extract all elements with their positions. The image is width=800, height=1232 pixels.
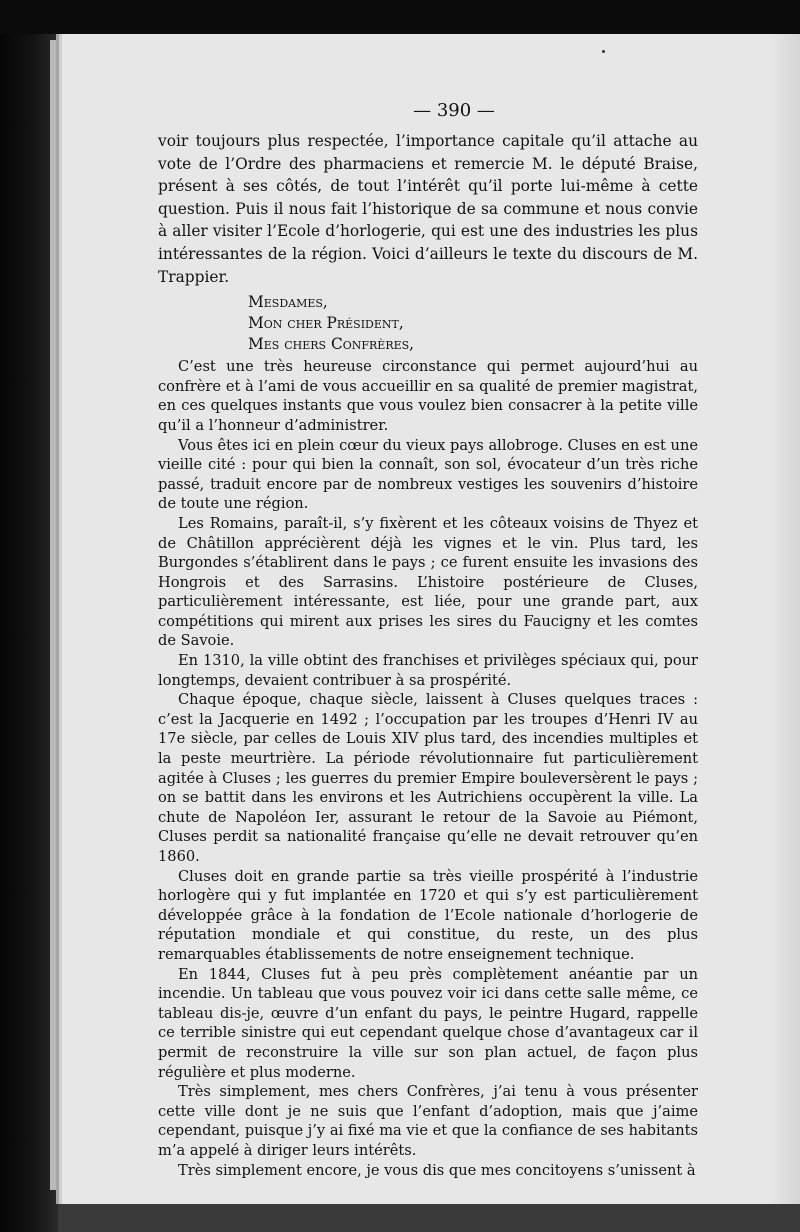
document-page [62, 34, 800, 1204]
page-number: — 390 — [413, 100, 495, 121]
intro-paragraph: voir toujours plus respectée, l’importance capitale qu’il attache au vote de l’Ordre des pharmaciens et remercie M. le député Braise, présent à ses côtés, de tout l’intérêt qu’il porte lui-même à cette question. Puis il nous fait l’historique de sa commune et nous convie à aller visiter l’Ecole d’horlogerie, qui est une des industries les plus intéressantes de la région. Voici d’ailleurs le texte du discours de M. Trappier. [158, 132, 698, 286]
speech-paragraph: Très simplement, mes chers Confrères, j’ai tenu à vous présenter cette ville dont je ne suis que l’enfant d’adoption, mais que j’aime cependant, puisque j’y ai fixé ma vie et que la confiance de ses habitants m’a appelé à diriger leurs intérêts. [158, 1083, 698, 1159]
salutation-line: Mon cher Président, [248, 314, 404, 333]
speech-paragraph: Chaque époque, chaque siècle, laissent à Cluses quelques traces : c’est la Jacquerie en 1492 ; l’occupation par les troupes d’Henri IV au 17e siècle, par celles de Louis XIV plus tard, des incendies multiples et la peste meurtrière. La période révolutionnaire fut particulièrement agitée à Cluses ; les guerres du premier Empire bouleversèrent le pays ; on se battit dans les environs et les Autrichiens occupèrent la ville. La chute de Napoléon Ier, assurant le retour de la Savoie au Piémont, Cluses perdit sa nationalité française qu’elle ne devait retrouver qu’en 1860. [158, 691, 698, 865]
speech-paragraph: En 1310, la ville obtint des franchises et privilèges spéciaux qui, pour longtemps, devaient contribuer à sa prospérité. [158, 652, 698, 689]
page-body [158, 130, 698, 1180]
speech-salutation [248, 292, 698, 355]
salutation-line: Mesdames, [248, 293, 328, 312]
salutation-line: Mes chers Confrères, [248, 335, 415, 354]
speech-paragraph: Vous êtes ici en plein cœur du vieux pays allobroge. Cluses en est une vieille cité : pour qui bien la connaît, son sol, évocateur d’un très riche passé, traduit encore par de nombreux vestiges les souvenirs d’histoire de toute une région. [158, 436, 698, 513]
speech-paragraph: C’est une très heureuse circonstance qui permet aujourd’hui au confrère et à l’ami de vous accueillir en sa qualité de premier magistrat, en ces quelques instants que vous voulez bien consacrer à la petite ville qu’il a l’honneur d’administrer. [158, 358, 698, 434]
speech-paragraph: En 1844, Cluses fut à peu près complètement anéantie par un incendie. Un tableau que vous pouvez voir ici dans cette salle même, ce tableau dis-je, œuvre d’un enfant du pays, le peintre Hugard, rappelle ce terrible sinistre qui eut cependant quelque chose d’avantageux car il permit de reconstruire la ville sur son plan actuel, de façon plus régulière et plus moderne. [158, 965, 698, 1081]
scan-background-top [0, 0, 800, 34]
speech-paragraph: Les Romains, paraît-il, s’y fixèrent et les côteaux voisins de Thyez et de Châtillon apprécièrent déjà les vignes et le vin. Plus tard, les Burgondes s’établirent dans le pays ; ce furent ensuite les invasions des Hongrois et des Sarrasins. L’histoire postérieure de Cluses, particulièrement intéressante, est liée, pour une grande part, aux compétitions qui mirent aux prises les sires du Faucigny et les comtes de Savoie. [158, 514, 698, 650]
speech-text [158, 357, 698, 1180]
speech-paragraph: Cluses doit en grande partie sa très vieille prospérité à l’industrie horlogère qui y fut implantée en 1720 et qui s’y est particulièrement développée grâce à la fondation de l’Ecole nationale d’horlogerie de réputation mondiale et qui constitue, du reste, un des plus remarquables établissements de notre enseignement technique. [158, 867, 698, 963]
scan-speck [602, 50, 605, 53]
speech-paragraph: Très simplement encore, je vous dis que mes concitoyens s’unissent à [178, 1161, 696, 1179]
